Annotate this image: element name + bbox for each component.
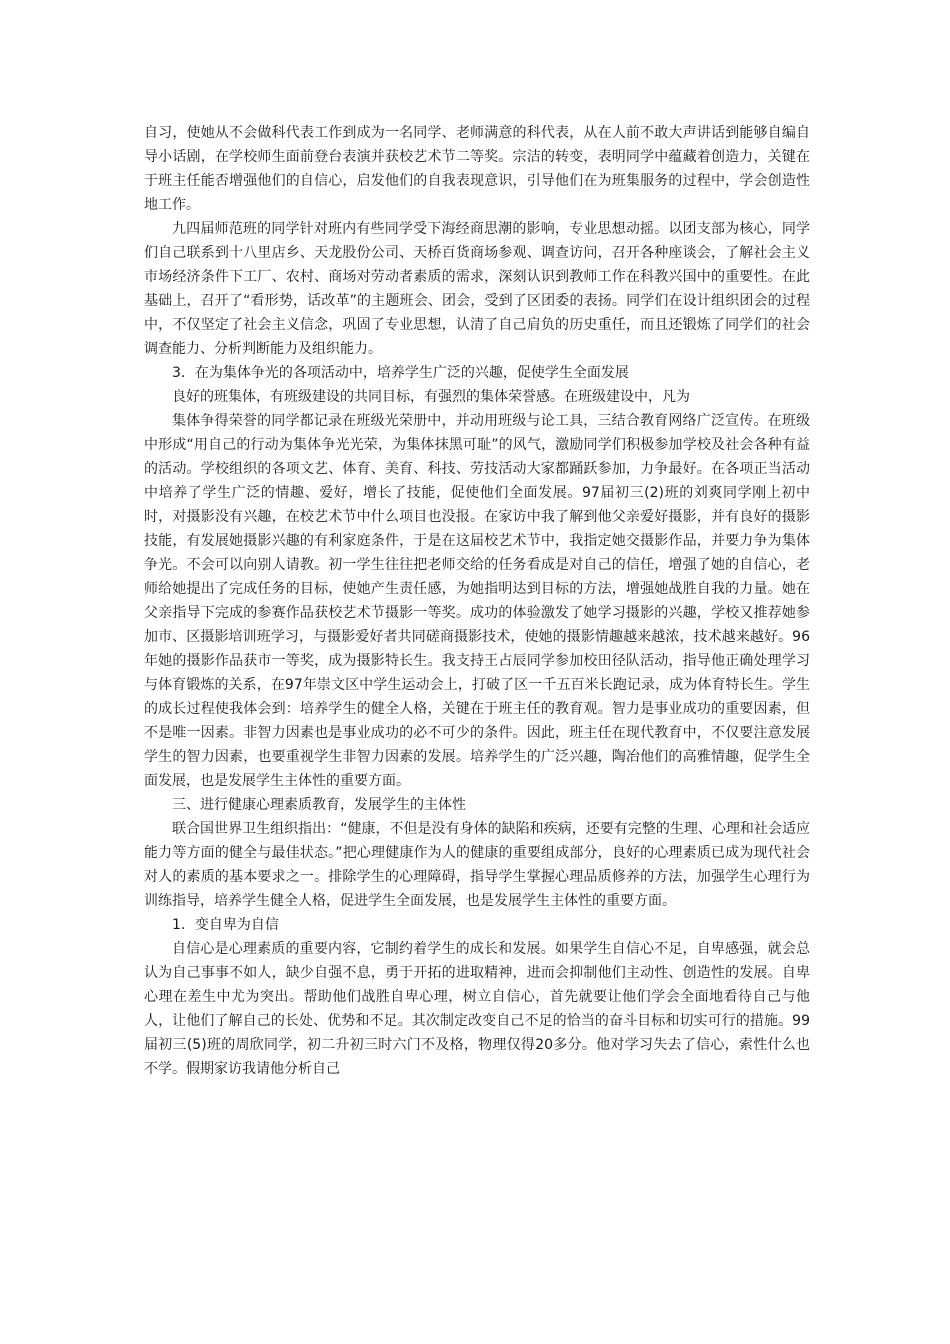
document-body — [144, 121, 810, 1081]
section-heading: 三、进行健康心理素质教育，发展学生的主体性 — [172, 797, 466, 813]
paragraph: 九四届师范班的同学针对班内有些同学受下海经商思潮的影响，专业思想动摇。以团支部为核心，同学们自己联系到十八里店乡、天龙股份公司、天桥百货商场参观、调查访问，召开各种座谈会，了解社会主义市场经济条件下工厂、农村、商场对劳动者素质的需求，深刻认识到教师工作在科教兴国中的重要性。在此基础上，召开了“看形势，话改革”的主题班会、团会，受到了区团委的表扬。同学们在设计组织团会的过程中，不仅坚定了社会主义信念，巩固了专业思想，认清了自己肩负的历史重任，而且还锻炼了同学们的社会调查能力、分析判断能力及组织能力。 — [144, 221, 810, 357]
section-heading: 3．在为集体争光的各项活动中，培养学生广泛的兴趣，促使学生全面发展 — [172, 365, 629, 381]
paragraph: 联合国世界卫生组织指出：“健康，不但是没有身体的缺陷和疾病，还要有完整的生理、心理和社会适应能力等方面的健全与最佳状态。”把心理健康作为人的健康的重要组成部分，良好的心理素质已成为现代社会对人的素质的基本要求之一。排除学生的心理障碍，指导学生掌握心理品质修养的方法，加强学生心理行为训练指导，培养学生健全人格，促进学生全面发展，也是发展学生主体性的重要方面。 — [144, 821, 810, 909]
paragraph: 集体争得荣誉的同学都记录在班级光荣册中，并动用班级与论工具，三结合教育网络广泛宣传。在班级中形成“用自己的行动为集体争光光荣，为集体抹黑可耻”的风气，激励同学们积极参加学校及社会各种有益的活动。学校组织的各项文艺、体育、美育、科技、劳技活动大家都踊跃参加，力争最好。在各项正当活动中培养了学生广泛的情趣、爱好，增长了技能，促使他们全面发展。97届初三(2)班的刘爽同学刚上初中时，对摄影没有兴趣，在校艺术节中什么项目也没报。在家访中我了解到他父亲爱好摄影，并有良好的摄影技能，有发展她摄影兴趣的有利家庭条件，于是在这届校艺术节中，我指定她交摄影作品，并要力争为集体争光。不会可以向别人请教。初一学生往往把老师交给的任务看成是对自己的信任，增强了她的自信心，老师给她提出了完成任务的目标，使她产生责任感，为她指明达到目标的方法，增强她战胜自我的力量。她在父亲指导下完成的参赛作品获校艺术节摄影一等奖。成功的体验激发了她学习摄影的兴趣，学校又推荐她参加市、区摄影培训班学习，与摄影爱好者共同磋商摄影技术，使她的摄影情趣越来越浓，技术越来越好。96年她的摄影作品获市一等奖，成为摄影特长生。我支持王占辰同学参加校田径队活动，指导他正确处理学习与体育锻炼的关系，在97年崇文区中学生运动会上，打破了区一千五百米长跑记录，成为体育特长生。学生的成长过程使我体会到：培养学生的健全人格，关键在于班主任的教育观。智力是事业成功的重要因素，但不是唯一因素。非智力因素也是事业成功的必不可少的条件。因此，班主任在现代教育中，不仅要注意发展学生的智力因素，也要重视学生非智力因素的发展。培养学生的广泛兴趣，陶冶他们的高雅情趣，促学生全面发展，也是发展学生主体性的重要方面。 — [144, 413, 810, 789]
paragraph: 自习，使她从不会做科代表工作到成为一名同学、老师满意的科代表，从在人前不敢大声讲话到能够自编自导小话剧，在学校师生面前登台表演并获校艺术节二等奖。宗洁的转变，表明同学中蕴藏着创造力，关键在于班主任能否增强他们的自信心，启发他们的自我表现意识，引导他们在为班集服务的过程中，学会创造性地工作。 — [144, 125, 810, 213]
paragraph: 良好的班集体，有班级建设的共同目标，有强烈的集体荣誉感。在班级建设中，凡为 — [172, 389, 690, 405]
section-heading: 1．变自卑为自信 — [172, 917, 279, 933]
paragraph: 自信心是心理素质的重要内容，它制约着学生的成长和发展。如果学生自信心不足，自卑感强，就会总认为自己事事不如人，缺少自强不息，勇于开拓的进取精神，进而会抑制他们主动性、创造性的发展。自卑心理在差生中尤为突出。帮助他们战胜自卑心理，树立自信心，首先就要让他们学会全面地看待自己与他人，让他们了解自己的长处、优势和不足。其次制定改变自己不足的恰当的奋斗目标和切实可行的措施。99届初三(5)班的周欣同学，初二升初三时六门不及格，物理仅得20多分。他对学习失去了信心，索性什么也不学。假期家访我请他分析自己 — [144, 941, 810, 1077]
